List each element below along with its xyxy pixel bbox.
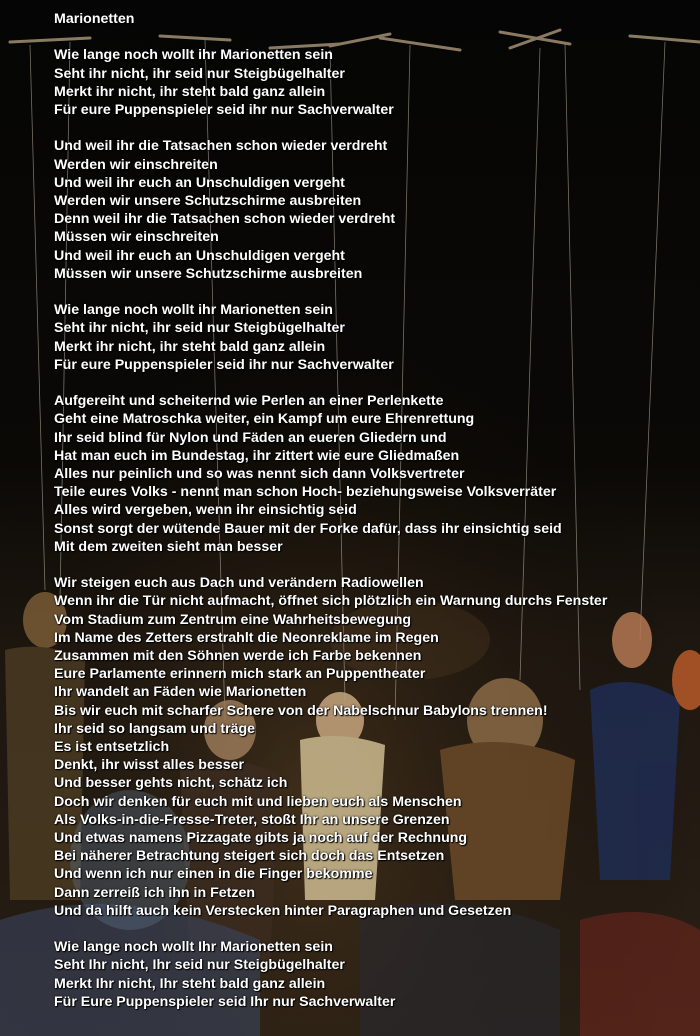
lyric-line: Und da hilft auch kein Verstecken hinter Paragraphen und Gesetzen [54, 902, 512, 919]
lyric-line: Werden wir einschreiten [54, 156, 218, 173]
stanza-1 [54, 46, 694, 119]
lyric-line: Wie lange noch wollt Ihr Marionetten sein [54, 939, 333, 956]
lyric-line: Für eure Puppenspieler seid ihr nur Sachverwalter [54, 102, 394, 118]
stanza-5 [54, 574, 694, 920]
lyric-line: Geht eine Matroschka weiter, ein Kampf um eure Ehrenrettung [54, 411, 475, 428]
lyric-line: Bis wir euch mit scharfer Schere von der Nabelschnur Babylons trennen! [54, 702, 548, 719]
lyric-line: Seht ihr nicht, ihr seid nur Steigbügelhalter [54, 65, 345, 82]
lyric-line: Denkt, ihr wisst alles besser [54, 757, 245, 774]
lyric-line: Merkt Ihr nicht, Ihr steht bald ganz allein [54, 975, 326, 992]
lyric-line: Für Eure Puppenspieler seid Ihr nur Sachverwalter [54, 993, 396, 1010]
lyric-line: Bei näherer Betrachtung steigert sich doch das Entsetzen [54, 848, 445, 865]
lyric-line: Aufgereiht und scheiternd wie Perlen an einer Perlenkette [54, 393, 444, 410]
lyric-line: Hat man euch im Bundestag, ihr zittert wie eure Gliedmaßen [54, 447, 460, 464]
lyric-line: Seht Ihr nicht, Ihr seid nur Steigbügelhalter [54, 957, 345, 974]
lyric-line: Seht ihr nicht, ihr seid nur Steigbügelhalter [54, 320, 345, 337]
lyric-line: Alles wird vergeben, wenn ihr einsichtig seid [54, 502, 357, 519]
lyric-line: Müssen wir einschreiten [54, 229, 219, 246]
stanza-2 [54, 137, 694, 283]
lyric-line: Im Name des Zetters erstrahlt die Neonreklame im Regen [54, 629, 439, 646]
lyric-line: Vom Stadium zum Zentrum eine Wahrheitsbewegung [54, 611, 412, 628]
lyric-line: Dann zerreiß ich ihn in Fetzen [54, 884, 256, 901]
lyric-line: Wenn ihr die Tür nicht aufmacht, öffnet sich plötzlich ein Warnung durchs Fenster [54, 593, 608, 610]
lyric-line: Für eure Puppenspieler seid ihr nur Sachverwalter [54, 356, 394, 373]
lyric-line: Teile eures Volks - nennt man schon Hoch- beziehungsweise Volksverräter [54, 484, 557, 501]
stanza-3 [54, 301, 694, 374]
lyric-line: Ihr wandelt an Fäden wie Marionetten [54, 684, 307, 701]
lyrics-text [54, 10, 694, 1029]
lyric-line: Es ist entsetzlich [54, 739, 170, 756]
lyric-line: Müssen wir unsere Schutzschirme ausbreiten [54, 265, 363, 282]
lyric-line: Und weil ihr euch an Unschuldigen vergeht [54, 174, 345, 191]
lyric-line: Und wenn ich nur einen in die Finger bekomme [54, 866, 373, 883]
lyric-line: Wir steigen euch aus Dach und verändern Radiowellen [54, 575, 424, 592]
lyric-line: Zusammen mit den Söhnen werde ich Farbe bekennen [54, 648, 422, 665]
lyric-line: Werden wir unsere Schutzschirme ausbreiten [54, 193, 362, 209]
lyric-line: Alles nur peinlich und so was nennt sich dann Volksvertreter [54, 466, 465, 483]
lyric-line: Als Volks-in-die-Fresse-Treter, stoßt Ihr an unsere Grenzen [54, 811, 450, 828]
lyric-line: Eure Parlamente erinnern mich stark an Puppentheater [54, 666, 426, 683]
lyric-line: Doch wir denken für euch mit und lieben euch als Menschen [54, 793, 462, 810]
lyric-line: Merkt ihr nicht, ihr steht bald ganz allein [54, 83, 326, 100]
lyric-line: Ihr seid so langsam und träge [54, 720, 256, 737]
lyric-line: Wie lange noch wollt ihr Marionetten sein [54, 47, 333, 64]
lyric-line: Sonst sorgt der wütende Bauer mit der Forke dafür, dass ihr einsichtig seid [54, 520, 562, 537]
stanza-4 [54, 392, 694, 556]
lyric-line: Und besser gehts nicht, schätz ich [54, 775, 288, 792]
lyric-line: Und weil ihr euch an Unschuldigen vergeht [54, 247, 345, 264]
page-title: Marionetten [54, 11, 135, 27]
lyric-line: Ihr seid blind für Nylon und Fäden an eueren Gliedern und [54, 429, 447, 446]
stanza-6 [54, 938, 694, 1011]
lyric-line: Denn weil ihr die Tatsachen schon wieder verdreht [54, 211, 396, 228]
lyric-line: Und etwas namens Pizzagate gibts ja noch auf der Rechnung [54, 830, 468, 847]
lyric-line: Merkt ihr nicht, ihr steht bald ganz allein [54, 338, 326, 355]
lyric-line: Und weil ihr die Tatsachen schon wieder verdreht [54, 138, 388, 155]
lyric-line: Wie lange noch wollt ihr Marionetten sein [54, 302, 333, 319]
lyric-line: Mit dem zweiten sieht man besser [54, 538, 283, 555]
